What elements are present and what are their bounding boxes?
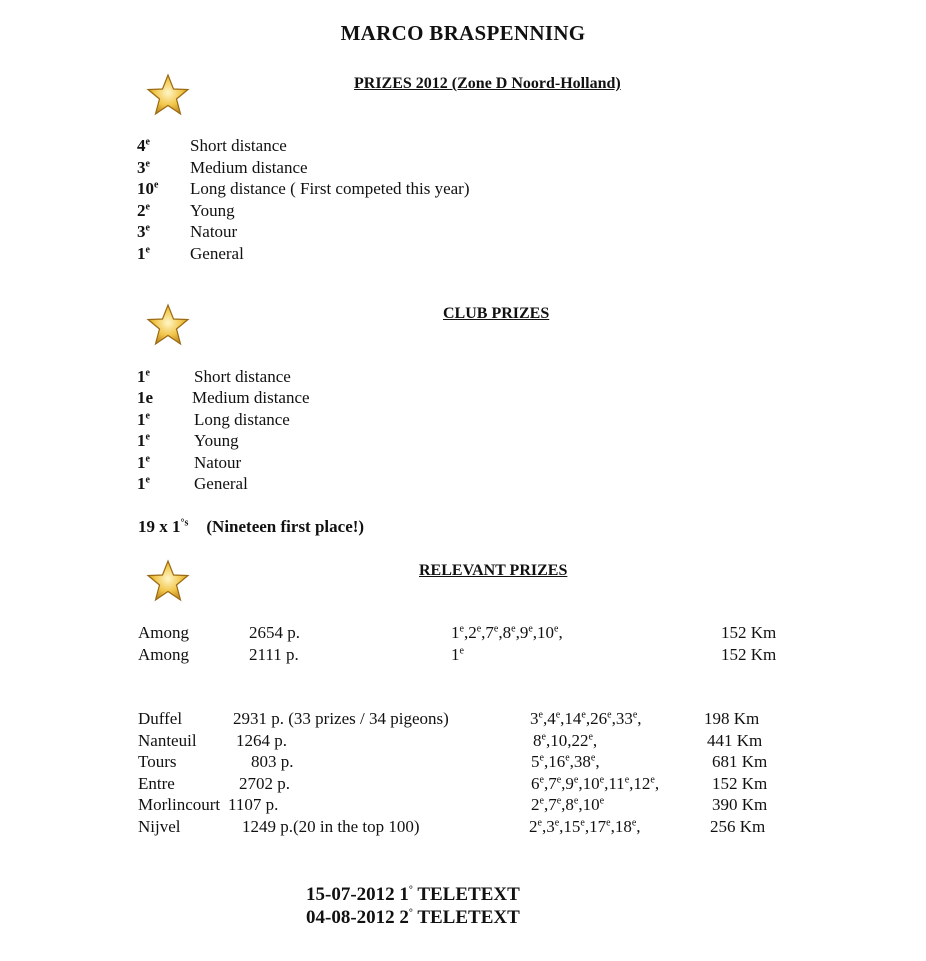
rank-number: 1 [137,410,146,429]
distance: 256 Km [710,817,766,836]
first-place-summary [138,517,364,537]
rank-number: 1 [137,431,146,450]
teletext-text: TELETEXT [417,884,520,905]
teletext-sup: ° [408,907,413,919]
item-label: Long distance [194,410,290,429]
rank-number: 1 [137,244,146,263]
rank-number: 3 [137,158,146,177]
item-label: Natour [194,453,242,472]
rank [137,367,150,387]
item-label: Long distance ( First competed this year) [190,179,470,198]
distance: 441 Km [707,731,763,750]
distance: 198 Km [704,709,760,728]
pigeon-count: 2111 p. [249,645,299,664]
teletext-line [306,884,520,906]
pigeon-count: 1264 p. [236,731,287,750]
summary-sup: °s [180,517,189,529]
distance: 390 Km [712,795,768,814]
distance: 152 Km [721,645,777,664]
star-icon [145,558,191,604]
teletext-rank: 1 [399,884,409,905]
rank-suffix: e [145,453,150,465]
item-label: General [194,474,248,493]
teletext-date: 15-07-2012 [306,884,395,905]
rank-suffix: e [145,158,150,170]
placings: 6e,7e,9e,10e,11e,12e, [531,774,660,793]
placings: 2e,3e,15e,17e,18e, [529,817,641,836]
summary-prefix: 19 x 1 [138,517,181,536]
section-heading-relevant-prizes: RELEVANT PRIZES [419,562,568,579]
distance: 681 Km [712,752,768,771]
rank-number: 2 [137,201,146,220]
document-title: MARCO BRASPENNING [340,21,586,45]
rank-suffix: e [145,244,150,256]
placings: 5e,16e,38e, [531,752,600,771]
rank-suffix: e [145,367,150,379]
item-label: Medium distance [192,388,310,407]
rank-number: 1 [137,453,146,472]
rank [137,179,158,199]
race-name: Nanteuil [138,731,197,750]
rank-suffix: e [145,201,150,213]
rank [137,453,150,473]
rank [137,222,150,242]
item-label: General [190,244,244,263]
distance: 152 Km [721,623,777,642]
rank [137,158,150,178]
among-label: Among [138,645,189,664]
teletext-text: TELETEXT [417,907,520,928]
rank [137,474,150,494]
rank-number: 1 [137,474,146,493]
race-name: Tours [138,752,177,771]
race-name: Morlincourt [138,795,221,814]
rank [137,388,153,408]
rank [137,244,150,264]
item-label: Natour [190,222,238,241]
placings: 1e [451,645,464,664]
rank-suffix: e [145,410,150,422]
item-label: Medium distance [190,158,308,177]
pigeon-count: 1249 p.(20 in the top 100) [242,817,420,836]
teletext-sup: ° [408,884,413,896]
placings: 2e,7e,8e,10e [531,795,605,814]
star-icon [145,72,191,118]
placings: 1e,2e,7e,8e,9e,10e, [451,623,563,642]
pigeon-count: 1107 p. [228,795,279,814]
item-label: Short distance [194,367,291,386]
item-label: Young [190,201,235,220]
summary-text: (Nineteen first place!) [206,517,365,536]
rank-number: 10 [137,179,154,198]
pigeon-count: 2931 p. (33 prizes / 34 pigeons) [233,709,449,728]
section-heading-club-prizes: CLUB PRIZES [443,305,550,322]
teletext-rank: 2 [399,907,409,928]
rank [137,410,150,430]
rank [137,201,150,221]
pigeon-count: 2702 p. [239,774,290,793]
item-label: Short distance [190,136,287,155]
teletext-date: 04-08-2012 [306,907,395,928]
placings: 3e,4e,14e,26e,33e, [530,709,642,728]
pigeon-count: 803 p. [251,752,294,771]
star-icon [145,302,191,348]
distance: 152 Km [712,774,768,793]
race-name: Duffel [138,709,183,728]
teletext-line [306,907,520,929]
rank-number: 1e [137,388,154,407]
race-name: Nijvel [138,817,181,836]
rank-suffix: e [145,474,150,486]
rank-suffix: e [154,179,159,191]
rank-number: 1 [137,367,146,386]
rank [137,136,150,156]
placings: 8e,10,22e, [533,731,598,750]
pigeon-count: 2654 p. [249,623,300,642]
item-label: Young [194,431,239,450]
section-heading-prizes-2012: PRIZES 2012 (Zone D Noord-Holland) [354,75,621,92]
rank-number: 4 [137,136,146,155]
rank [137,431,150,451]
rank-suffix: e [145,431,150,443]
race-name: Entre [138,774,175,793]
rank-suffix: e [145,222,150,234]
rank-suffix: e [145,136,150,148]
rank-number: 3 [137,222,146,241]
among-label: Among [138,623,189,642]
